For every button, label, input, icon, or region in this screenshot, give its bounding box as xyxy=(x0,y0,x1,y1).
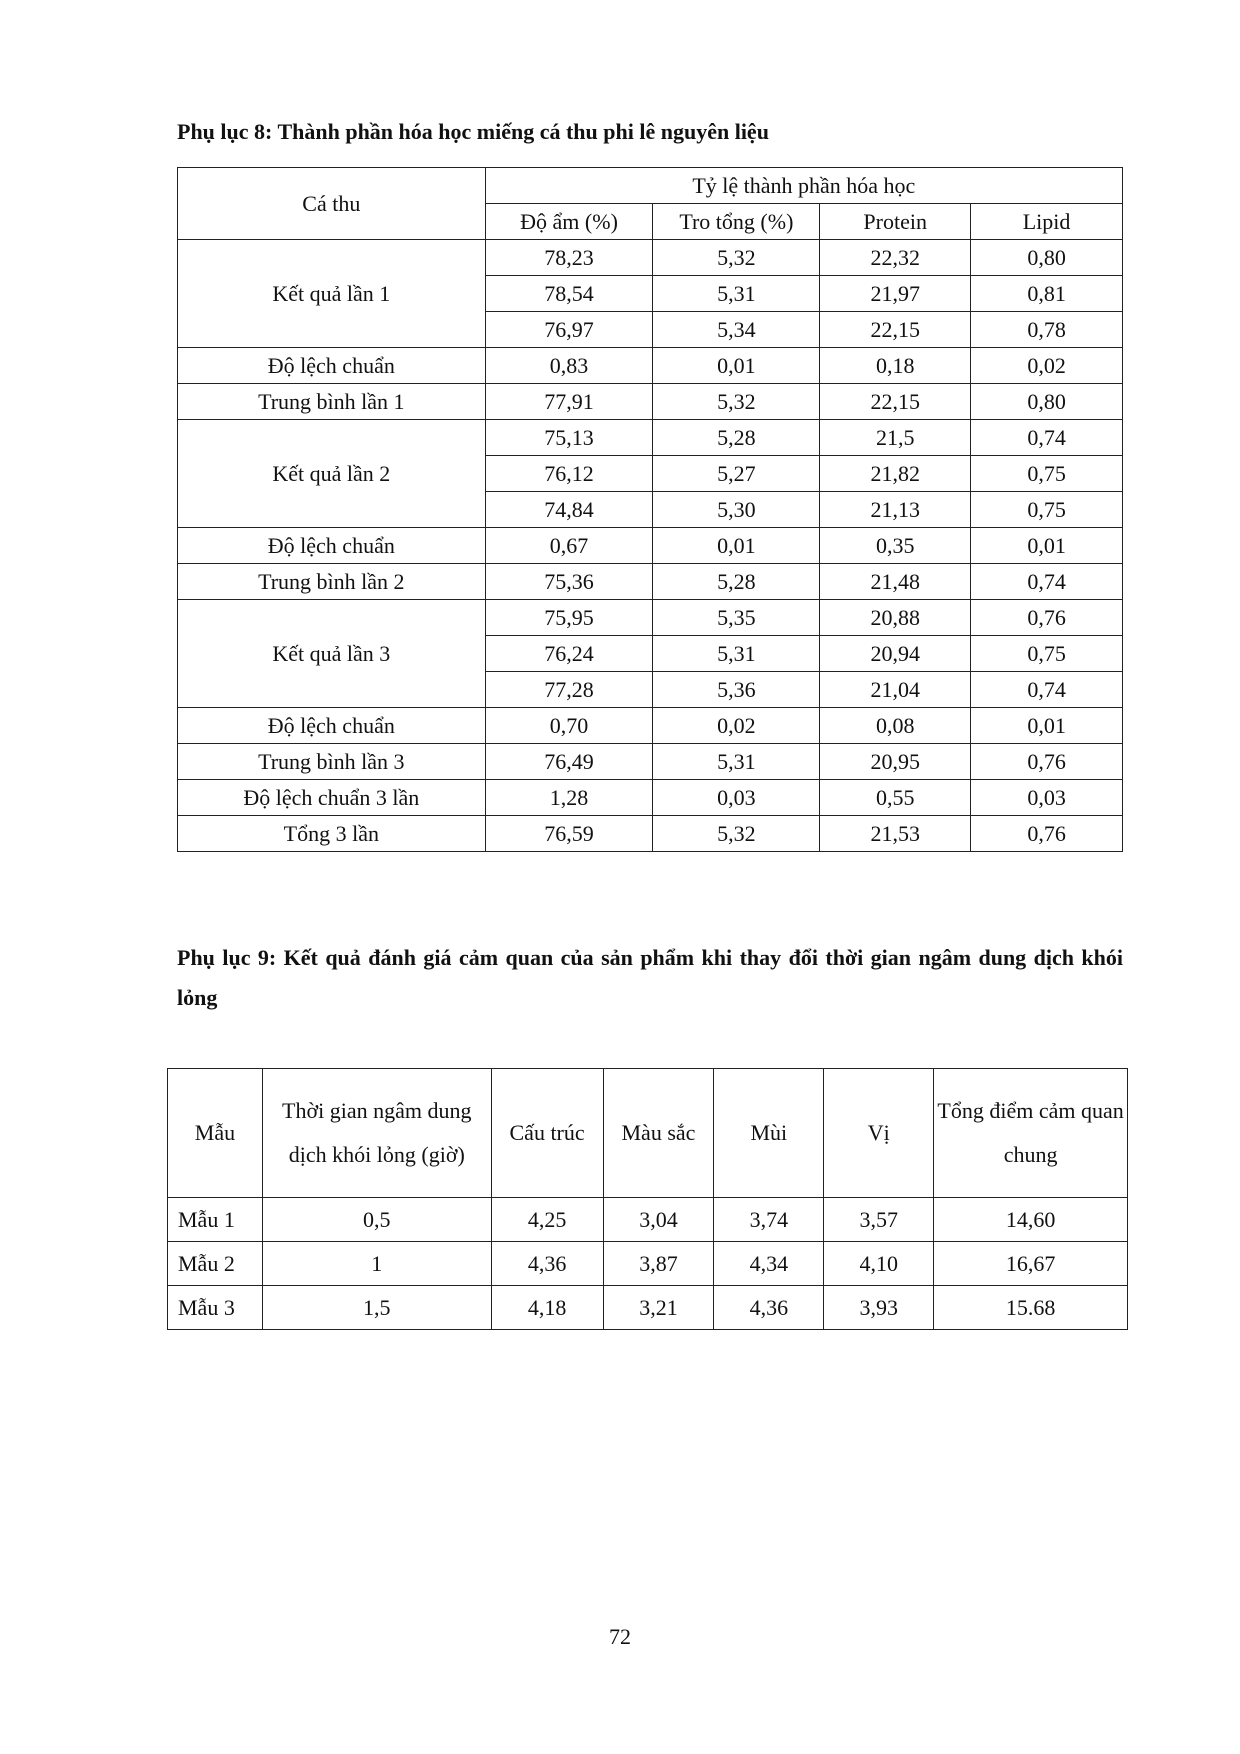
row-label: Trung bình lần 1 xyxy=(178,384,486,420)
value-cell: 0,01 xyxy=(971,708,1123,744)
value-cell: 77,91 xyxy=(485,384,653,420)
value-cell: 5,32 xyxy=(653,816,820,852)
value-cell: 20,94 xyxy=(820,636,971,672)
table-row xyxy=(168,1198,1128,1242)
value-cell: 76,49 xyxy=(485,744,653,780)
value-cell: 5,35 xyxy=(653,600,820,636)
value-cell: 3,74 xyxy=(714,1198,824,1242)
value-cell: 3,21 xyxy=(603,1286,714,1330)
value-cell: 0,76 xyxy=(971,600,1123,636)
value-cell: 0,80 xyxy=(971,240,1123,276)
mean-row xyxy=(178,564,1123,600)
std-dev-row xyxy=(178,348,1123,384)
value-cell: 4,10 xyxy=(824,1242,934,1286)
value-cell: 4,18 xyxy=(491,1286,603,1330)
std-dev-row xyxy=(178,528,1123,564)
value-cell: 0,78 xyxy=(971,312,1123,348)
mean-row xyxy=(178,744,1123,780)
value-cell: 22,15 xyxy=(820,312,971,348)
table-row xyxy=(168,1286,1128,1330)
value-cell: 3,87 xyxy=(603,1242,714,1286)
column-header: Mẫu xyxy=(168,1069,263,1198)
summary-row xyxy=(178,780,1123,816)
value-cell: 21,13 xyxy=(820,492,971,528)
mean-row xyxy=(178,384,1123,420)
row-label: Trung bình lần 2 xyxy=(178,564,486,600)
value-cell: 0,5 xyxy=(262,1198,491,1242)
value-cell: 5,31 xyxy=(653,276,820,312)
table-row xyxy=(168,1242,1128,1286)
row-label: Độ lệch chuẩn xyxy=(178,348,486,384)
chemical-composition-table xyxy=(177,167,1123,852)
value-cell: 1,5 xyxy=(262,1286,491,1330)
value-cell: 78,54 xyxy=(485,276,653,312)
result-group-label: Kết quả lần 3 xyxy=(178,600,486,708)
value-cell: 74,84 xyxy=(485,492,653,528)
sample-label: Mẫu 3 xyxy=(168,1286,263,1330)
page-number: 72 xyxy=(609,1624,631,1649)
value-cell: 0,75 xyxy=(971,636,1123,672)
value-cell: 15.68 xyxy=(934,1286,1128,1330)
value-cell: 0,74 xyxy=(971,672,1123,708)
table-row xyxy=(178,420,1123,456)
value-cell: 75,95 xyxy=(485,600,653,636)
value-cell: 14,60 xyxy=(934,1198,1128,1242)
row-label: Độ lệch chuẩn xyxy=(178,708,486,744)
value-cell: 1 xyxy=(262,1242,491,1286)
value-cell: 0,76 xyxy=(971,744,1123,780)
row-label: Trung bình lần 3 xyxy=(178,744,486,780)
column-header: Tổng điểm cảm quan chung xyxy=(934,1069,1128,1198)
table-row xyxy=(178,240,1123,276)
value-cell: 1,28 xyxy=(485,780,653,816)
value-cell: 0,67 xyxy=(485,528,653,564)
value-cell: 76,59 xyxy=(485,816,653,852)
sensory-evaluation-body xyxy=(168,1198,1128,1330)
column-header: Lipid xyxy=(971,204,1123,240)
value-cell: 5,32 xyxy=(653,384,820,420)
value-cell: 22,15 xyxy=(820,384,971,420)
value-cell: 0,35 xyxy=(820,528,971,564)
value-cell: 5,31 xyxy=(653,744,820,780)
value-cell: 0,75 xyxy=(971,456,1123,492)
value-cell: 0,74 xyxy=(971,564,1123,600)
value-cell: 4,36 xyxy=(714,1286,824,1330)
value-cell: 0,74 xyxy=(971,420,1123,456)
value-cell: 0,81 xyxy=(971,276,1123,312)
value-cell: 0,75 xyxy=(971,492,1123,528)
value-cell: 4,36 xyxy=(491,1242,603,1286)
value-cell: 21,53 xyxy=(820,816,971,852)
value-cell: 0,02 xyxy=(653,708,820,744)
value-cell: 0,03 xyxy=(653,780,820,816)
value-cell: 3,04 xyxy=(603,1198,714,1242)
table-row xyxy=(178,600,1123,636)
group-header: Tỷ lệ thành phần hóa học xyxy=(485,168,1122,204)
value-cell: 21,82 xyxy=(820,456,971,492)
value-cell: 22,32 xyxy=(820,240,971,276)
value-cell: 76,97 xyxy=(485,312,653,348)
value-cell: 5,27 xyxy=(653,456,820,492)
column-header: Tro tổng (%) xyxy=(653,204,820,240)
value-cell: 0,18 xyxy=(820,348,971,384)
value-cell: 0,02 xyxy=(971,348,1123,384)
value-cell: 0,83 xyxy=(485,348,653,384)
appendix-8-title: Phụ lục 8: Thành phần hóa học miếng cá thu phi lê nguyên liệu xyxy=(177,119,769,144)
value-cell: 21,04 xyxy=(820,672,971,708)
value-cell: 76,12 xyxy=(485,456,653,492)
value-cell: 16,67 xyxy=(934,1242,1128,1286)
result-group-label: Kết quả lần 2 xyxy=(178,420,486,528)
value-cell: 0,08 xyxy=(820,708,971,744)
value-cell: 0,80 xyxy=(971,384,1123,420)
row-label: Độ lệch chuẩn xyxy=(178,528,486,564)
value-cell: 0,55 xyxy=(820,780,971,816)
value-cell: 5,34 xyxy=(653,312,820,348)
summary-row xyxy=(178,816,1123,852)
value-cell: 75,13 xyxy=(485,420,653,456)
row-label: Độ lệch chuẩn 3 lần xyxy=(178,780,486,816)
value-cell: 21,97 xyxy=(820,276,971,312)
value-cell: 4,25 xyxy=(491,1198,603,1242)
value-cell: 4,34 xyxy=(714,1242,824,1286)
value-cell: 0,70 xyxy=(485,708,653,744)
value-cell: 77,28 xyxy=(485,672,653,708)
value-cell: 5,36 xyxy=(653,672,820,708)
value-cell: 0,01 xyxy=(653,348,820,384)
value-cell: 0,01 xyxy=(653,528,820,564)
value-cell: 75,36 xyxy=(485,564,653,600)
column-header: Cấu trúc xyxy=(491,1069,603,1198)
result-group-label: Kết quả lần 1 xyxy=(178,240,486,348)
column-header: Protein xyxy=(820,204,971,240)
sample-label: Mẫu 2 xyxy=(168,1242,263,1286)
std-dev-row xyxy=(178,708,1123,744)
column-header: Mùi xyxy=(714,1069,824,1198)
value-cell: 0,01 xyxy=(971,528,1123,564)
value-cell: 21,5 xyxy=(820,420,971,456)
value-cell: 3,57 xyxy=(824,1198,934,1242)
value-cell: 5,28 xyxy=(653,564,820,600)
appendix-9-title: Phụ lục 9: Kết quả đánh giá cảm quan của sản phẩm khi thay đổi thời gian ngâm dung dịch khói lỏng xyxy=(177,945,1123,1010)
value-cell: 5,30 xyxy=(653,492,820,528)
value-cell: 76,24 xyxy=(485,636,653,672)
sensory-evaluation-table xyxy=(167,1068,1128,1330)
value-cell: 0,03 xyxy=(971,780,1123,816)
row-label: Tổng 3 lần xyxy=(178,816,486,852)
column-header: Thời gian ngâm dung dịch khói lỏng (giờ) xyxy=(262,1069,491,1198)
column-header: Vị xyxy=(824,1069,934,1198)
value-cell: 3,93 xyxy=(824,1286,934,1330)
row-label-header: Cá thu xyxy=(178,168,486,240)
value-cell: 20,95 xyxy=(820,744,971,780)
value-cell: 5,28 xyxy=(653,420,820,456)
value-cell: 5,32 xyxy=(653,240,820,276)
value-cell: 5,31 xyxy=(653,636,820,672)
sample-label: Mẫu 1 xyxy=(168,1198,263,1242)
value-cell: 21,48 xyxy=(820,564,971,600)
column-header: Độ ẩm (%) xyxy=(485,204,653,240)
value-cell: 0,76 xyxy=(971,816,1123,852)
value-cell: 78,23 xyxy=(485,240,653,276)
value-cell: 20,88 xyxy=(820,600,971,636)
chemical-composition-body xyxy=(178,240,1123,852)
column-header: Màu sắc xyxy=(603,1069,714,1198)
